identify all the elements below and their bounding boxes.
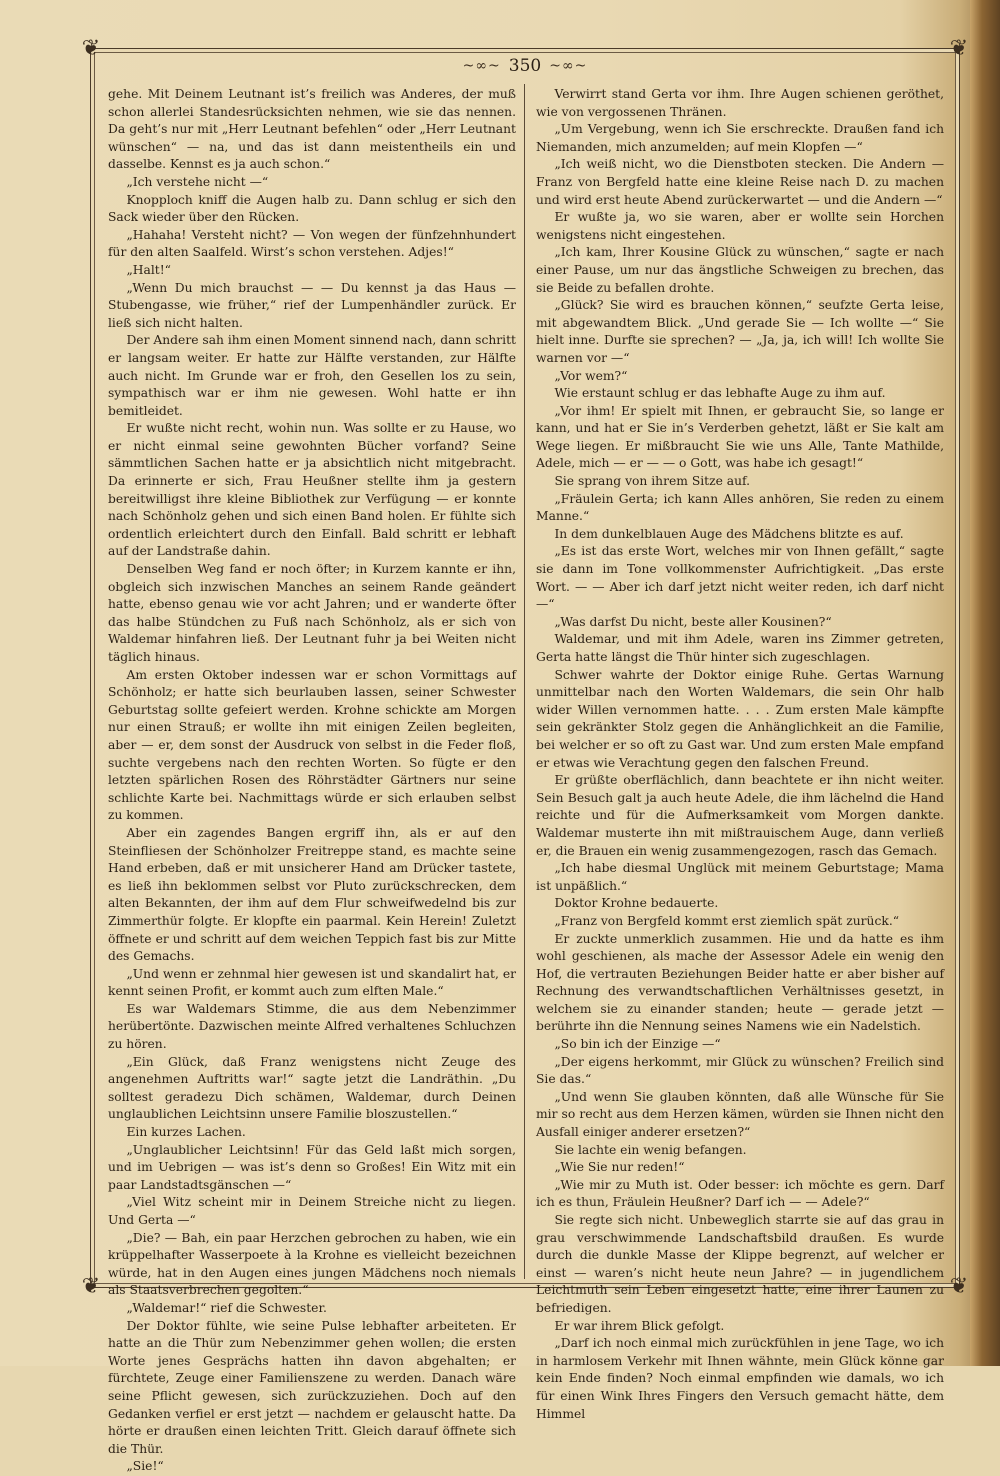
paragraph: Waldemar, und mit ihm Adele, waren ins Zimmer getreten, Gerta hatte längst die Thür hinter sich zugeschlagen. [536, 632, 944, 664]
paragraph: Er wußte ja, wo sie waren, aber er wollte sein Horchen wenigstens nicht eingestehen. [536, 210, 944, 242]
paragraph: Am ersten Oktober indessen war er schon Vormittags auf Schönholz; er hatte sich beurlauben lassen, seiner Schwester Geburtstag sollte gefeiert werden. Krohne schickte am Morgen nur einen Strauß; er wollte ihn mit einigen Zeilen begleiten, aber — er, dem sonst der Ausdruck von selbst in die Feder floß, suchte vergebens nach den rechten Worten. So fügte er den letzten spärlichen Rosen des Röhrstädter Gärtners nur seine schlichte Karte bei. Nachmittags würde er sich erlauben selbst zu kommen. [108, 667, 516, 823]
paragraph: Doktor Krohne bedauerte. [554, 896, 719, 911]
paragraph: „Glück? Sie wird es brauchen können,“ seufzte Gerta leise, mit abgewandtem Blick. „Und gerade Sie — Ich wollte —“ Sie hielt inne. Durfte sie sprechen? — „Ja, ja, ich will! Ich wollte Sie warnen vor —“ [536, 298, 944, 365]
paragraph: gehe. Mit Deinem Leutnant ist’s freilich was Anderes, der muß schon allerlei Standesrücksichten nehmen, wie sie das nennen. Da geht’s nur mit „Herr Leutnant befehlen“ oder „Herr Leutnant wünschen“ — na, und das ist dann meistentheils ein und dasselbe. Kennst es ja auch schon.“ [108, 87, 516, 172]
paragraph: „Vor wem?“ [554, 368, 628, 383]
corner-ornament-icon: ❦ [949, 1274, 969, 1299]
paragraph: Er grüßte oberflächlich, dann beachtete er ihn nicht weiter. Sein Besuch galt ja auch heute Adele, die ihm lächelnd die Hand reichte und für die Aufmerksamkeit vom Morgen dankte. Waldemar musterte ihn mit mißtrauischem Auge, dann verließ er, die Brauen ein wenig zusammengezogen, rasch das Gemach. [536, 773, 944, 858]
column-divider [524, 84, 525, 1279]
page-number: 350 [508, 56, 542, 76]
paragraph: „Ich verstehe nicht —“ [126, 174, 269, 189]
paragraph: „Unglaublicher Leichtsinn! Für das Geld laßt mich sorgen, und im Uebrigen — was ist’s denn so Großes! Ein Witz mit ein paar Landstadtsgänschen —“ [108, 1142, 516, 1192]
paragraph: Ein kurzes Lachen. [126, 1125, 246, 1140]
paragraph: „Darf ich noch einmal mich zurückfühlen in jene Tage, wo ich in harmlosem Verkehr mit Ihnen wähnte, mein Glück könne gar kein Ende finden? Noch einmal empfinden wie damals, wo ich für einen Wink Ihres Fingers den Versuch gemacht hätte, dem Himmel [536, 1336, 944, 1421]
page-header [90, 54, 960, 78]
paragraph: „Ich kam, Ihrer Kousine Glück zu wünschen,“ sagte er nach einer Pause, um nur das ängstliche Schweigen zu brechen, das sie Beide zu befallen drohte. [536, 245, 944, 295]
paragraph: „Hahaha! Versteht nicht? — Von wegen der fünfzehnhundert für den alten Saalfeld. Wirst’s schon verstehen. Adjes!“ [108, 227, 516, 260]
paragraph: „Wie mir zu Muth ist. Oder besser: ich möchte es gern. Darf ich es thun, Fräulein Heußner? Darf ich — — Adele?“ [536, 1177, 944, 1210]
corner-ornament-icon: ❦ [81, 36, 101, 61]
paragraph: Es war Waldemars Stimme, die aus dem Nebenzimmer herübertönte. Dazwischen meinte Alfred verhaltenes Schluchzen zu hören. [108, 1001, 516, 1052]
paragraph: „Um Vergebung, wenn ich Sie erschreckte. Draußen fand ich Niemanden, mich anzumelden; auf mein Klopfen —“ [536, 122, 944, 154]
book-spine-edge [970, 0, 1000, 1366]
paragraph: „Wenn Du mich brauchst — — Du kennst ja das Haus — Stubengasse, wie früher,“ rief der Lumpenhändler zurück. Er ließ sich nicht halten. [108, 280, 516, 330]
paragraph: Der Doktor fühlte, wie seine Pulse lebhafter arbeiteten. Er hatte an die Thür zum Nebenzimmer gehen wollen; die ersten Worte jenes Gesprächs hatten ihn davon abgehalten; er fürchtete, Zeuge einer Familienszene zu werden. Danach wäre seine Pflicht gewesen, sich zurückzuziehen. Doch auf den Gedanken verfiel er erst jetzt — nachdem er gelauscht hatte. Da hörte er draußen einen leichten Tritt. Gleich darauf öffnete sich die Thür. [108, 1318, 516, 1456]
paragraph: Sie regte sich nicht. Unbeweglich starrte sie auf das grau in grau verschwimmende Landschaftsbild draußen. Es wurde durch die dunkle Masse der Klippe begrenzt, auf welcher er einst — waren’s nicht heute neun Jahre? — in jugendlichem Leichtmuth sein Leben eingesetzt hatte, eine ihrer Launen zu befriedigen. [536, 1213, 944, 1315]
paragraph: „Sie!“ [126, 1459, 164, 1474]
paragraph: „So bin ich der Einzige —“ [554, 1037, 721, 1052]
paragraph: Denselben Weg fand er noch öfter; in Kurzem kannte er ihn, obgleich sich inzwischen Manches an seinem Rande geändert hatte, ebenso genau wie vor acht Jahren; und er wanderte öfter das halbe Stündchen zu Fuß nach Schönholz, als er sich von Waldemar hinfahren ließ. Der Leutnant fuhr ja bei Weiten nicht täglich hinaus. [108, 562, 516, 664]
paragraph: Sie lachte ein wenig befangen. [554, 1142, 747, 1157]
paragraph: Er zuckte unmerklich zusammen. Hie und da hatte es ihm wohl geschienen, als mache der Assessor Adele ein wenig den Hof, die vertrauten Beziehungen Beider hatte er aber bisher auf Rechnung des verwandtschaftlichen Verhältnisses gesetzt, in welchem sie zu einander standen; heute — gerade jetzt — berührte ihn die Nennung seines Namens wie ein Nadelstich. [536, 931, 944, 1034]
paragraph: „Der eigens herkommt, mir Glück zu wünschen? Freilich sind Sie das.“ [536, 1054, 944, 1087]
paragraph: „Was darfst Du nicht, beste aller Kousinen?“ [554, 614, 832, 629]
paragraph: Er war ihrem Blick gefolgt. [554, 1318, 725, 1333]
paragraph: Knopploch kniff die Augen halb zu. Dann schlug er sich den Sack wieder über den Rücken. [108, 192, 516, 225]
header-ornament-right-icon: ~∞~ [549, 58, 588, 74]
paragraph: „Fräulein Gerta; ich kann Alles anhören, Sie reden zu einem Manne.“ [536, 491, 944, 524]
paragraph: „Die? — Bah, ein paar Herzchen gebrochen zu haben, wie ein krüppelhafter Wasserpoete à la Krohne es vielleicht bezeichnen würde, hat in den Augen eines jungen Mädchens noch niemals als Staatsverbrechen gegolten.“ [108, 1230, 516, 1298]
paragraph: „Es ist das erste Wort, welches mir von Ihnen gefällt,“ sagte sie dann im Tone vollkommenster Aufrichtigkeit. „Das erste Wort. — — Aber ich darf jetzt nicht weiter reden, ich darf nicht —“ [536, 544, 944, 612]
paragraph: „Vor ihm! Er spielt mit Ihnen, er gebraucht Sie, so lange er kann, und hat er Sie in’s Verderben gehetzt, läßt er Sie kalt am Wege liegen. Er mißbraucht Sie wie uns Alle, Tante Mathilde, Adele, mich — er — — o Gott, was habe ich gesagt!“ [536, 403, 944, 471]
paragraph: „Viel Witz scheint mir in Deinem Streiche nicht zu liegen. Und Gerta —“ [108, 1195, 516, 1227]
text-column-right [536, 86, 944, 1421]
paragraph: „Waldemar!“ rief die Schwester. [126, 1300, 327, 1315]
paragraph: „Wie Sie nur reden!“ [554, 1160, 685, 1175]
paragraph: In dem dunkelblauen Auge des Mädchens blitzte es auf. [554, 526, 904, 541]
paragraph: Er wußte nicht recht, wohin nun. Was sollte er zu Hause, wo er nicht einmal seine gewohnten Bücher vorfand? Seine sämmtlichen Sachen hatte er ja absichtlich nicht mitgebracht. Da erinnerte er sich, Frau Heußner stellte ihm ja gestern bereitwilligst ihre kleine Bibliothek zur Verfügung — er konnte nach Schönholz gehen und sich einen Band holen. Er fühlte sich ordentlich erleichtert durch den Einfall. Bald schritt er lebhaft auf der Landstraße dahin. [108, 421, 516, 559]
paragraph: „Franz von Bergfeld kommt erst ziemlich spät zurück.“ [554, 913, 900, 928]
paragraph: „Ich habe diesmal Unglück mit meinem Geburtstage; Mama ist unpäßlich.“ [536, 861, 944, 893]
text-column-left [108, 86, 516, 1474]
paragraph: Schwer wahrte der Doktor einige Ruhe. Gertas Warnung unmittelbar nach den Worten Waldemars, die sein Ohr halb wider Willen vernommen hatte. . . . Zum ersten Male kämpfte sein gekränkter Stolz gegen die Anhänglichkeit an die Familie, bei welcher er so oft zu Gast war. Und zum ersten Male empfand er etwas wie Verachtung gegen den falschen Freund. [536, 667, 944, 770]
paragraph: „Und wenn Sie glauben könnten, daß alle Wünsche für Sie mir so recht aus dem Herzen kämen, würden sie Ihnen nicht den Ausfall einiger anderer ersetzen?“ [536, 1089, 944, 1140]
header-ornament-left-icon: ~∞~ [462, 58, 501, 74]
paragraph: „Und wenn er zehnmal hier gewesen ist und skandalirt hat, er kennt seinen Profit, er kommt auch zum elften Male.“ [108, 966, 516, 999]
paragraph: Aber ein zagendes Bangen ergriff ihn, als er auf den Steinfliesen der Schönholzer Freitreppe stand, es machte seine Hand erbeben, daß er mit unsicherer Hand am Drücker tastete, es ließ ihn beklommen selbst vor Pluto zurückschrecken, dem alten Bekannten, der ihm auf dem Flur schweifwedelnd bis zur Zimmerthür folgte. Er klopfte ein paarmal. Kein Herein! Zuletzt öffnete er und schritt auf dem weichen Teppich fast bis zur Mitte des Gemachs. [108, 825, 516, 964]
paragraph: Verwirrt stand Gerta vor ihm. Ihre Augen schienen geröthet, wie von vergossenen Thränen. [536, 87, 944, 119]
paragraph: Der Andere sah ihm einen Moment sinnend nach, dann schritt er langsam weiter. Er hatte zur Hälfte verstanden, zur Hälfte auch nicht. Im Grunde war er froh, den Gesellen los zu sein, sympathisch war er ihm nie gewesen. Wohl hatte er ihn bemitleidet. [108, 333, 516, 418]
paragraph: „Halt!“ [126, 262, 171, 277]
paragraph: Sie sprang von ihrem Sitze auf. [554, 474, 751, 489]
corner-ornament-icon: ❦ [81, 1274, 101, 1299]
paragraph: „Ein Glück, daß Franz wenigstens nicht Zeuge des angenehmen Auftritts war!“ sagte jetzt die Landräthin. „Du solltest geradezu Dich schämen, Waldemar, durch Deinen unglaublichen Leichtsinn unsere Familie bloszustellen.“ [108, 1054, 516, 1122]
corner-ornament-icon: ❦ [949, 36, 969, 61]
paragraph: „Ich weiß nicht, wo die Dienstboten stecken. Die Andern — Franz von Bergfeld hatte eine kleine Reise nach D. zu machen und wird erst heute Abend zurückerwartet — und die Andern —“ [536, 157, 944, 207]
paragraph: Wie erstaunt schlug er das lebhafte Auge zu ihm auf. [554, 386, 886, 401]
